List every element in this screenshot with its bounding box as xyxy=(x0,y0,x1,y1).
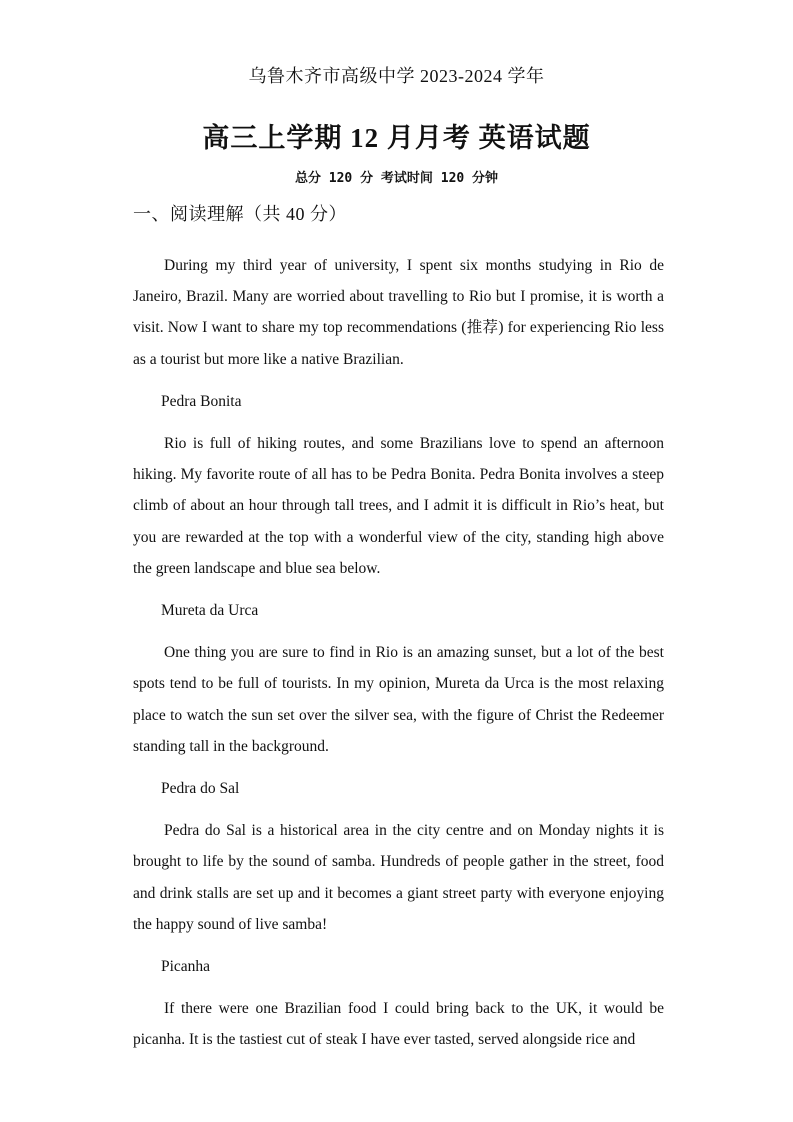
passage-paragraph: Rio is full of hiking routes, and some Brazilians love to spend an afternoon hiking. My favorite route of all has to be Pedra Bonita. Pedra Bonita involves a steep climb of about an hour through tall trees, and I admit it is difficult in Rio’s heat, but you are rewarded at the top with a wonderful view of the city, standing high above the green landscape and blue sea below. xyxy=(133,435,664,577)
passage-intro: During my third year of university, I spent six months studying in Rio de Janeiro, Brazil. Many are worried about travelling to Rio but I promise, it is worth a visit. Now I want to share my top recommendations (推荐) for experiencing Rio less as a tourist but more like a native Brazilian. xyxy=(133,257,664,368)
passage-paragraph: One thing you are sure to find in Rio is an amazing sunset, but a lot of the best spots tend to be full of tourists. In my opinion, Mureta da Urca is the most relaxing place to watch the sun set over the silver sea, with the figure of Christ the Redeemer standing tall in the background. xyxy=(133,644,664,755)
exam-title: 高三上学期 12 月月考 英语试题 xyxy=(202,123,591,153)
reading-passage xyxy=(133,250,664,1067)
passage-paragraph: Pedra do Sal is a historical area in the city centre and on Monday nights it is brought to life by the sound of samba. Hundreds of people gather in the street, food and drink stalls are set up and it becomes a giant street party with everyone enjoying the happy sound of live samba! xyxy=(133,822,664,933)
passage-subheading: Mureta da Urca xyxy=(161,602,259,620)
passage-subheading: Picanha xyxy=(161,958,211,976)
passage-subheading: Pedra do Sal xyxy=(161,780,240,798)
section-heading-reading: 一、阅读理解（共 40 分） xyxy=(133,204,347,224)
passage-subheading: Pedra Bonita xyxy=(161,392,242,410)
school-year-line: 乌鲁木齐市高级中学 2023-2024 学年 xyxy=(248,66,545,86)
exam-info-line: 总分 120 分 考试时间 120 分钟 xyxy=(294,171,499,186)
passage-paragraph: If there were one Brazilian food I could bring back to the UK, it would be picanha. It is the tastiest cut of steak I have ever tasted, served alongside rice and xyxy=(133,1000,664,1049)
